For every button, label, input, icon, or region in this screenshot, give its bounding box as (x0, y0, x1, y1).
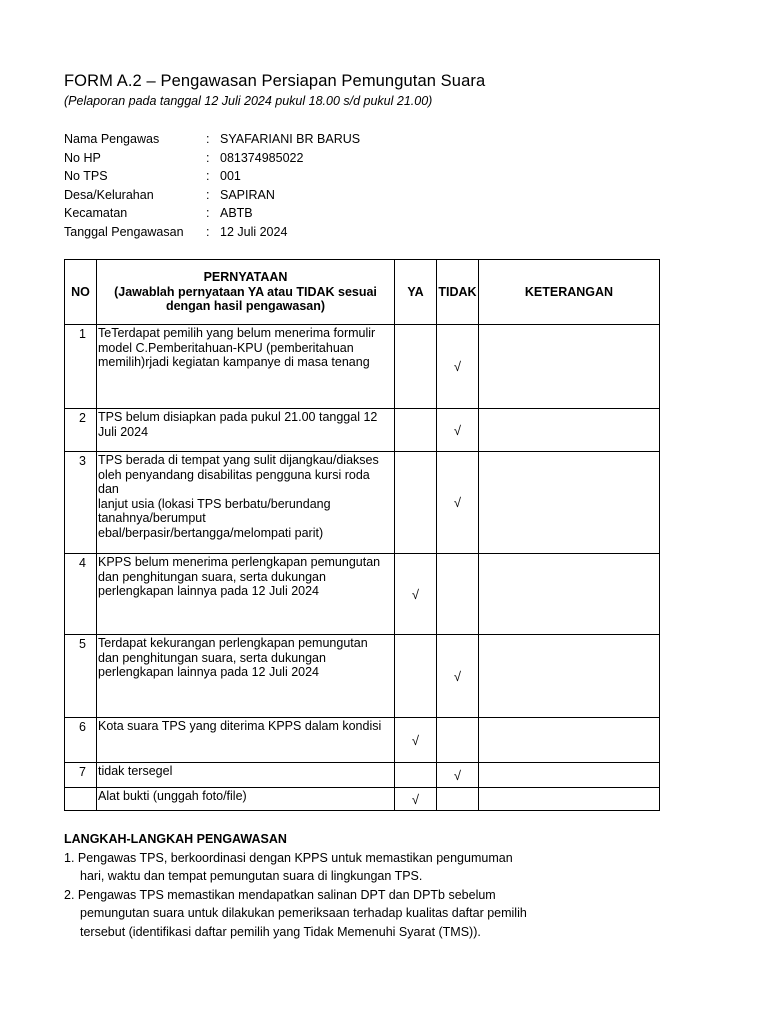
row-tidak-cell: √ (437, 635, 479, 718)
statement-line: dan (98, 482, 119, 496)
info-value: 001 (220, 169, 241, 184)
info-label: No HP (64, 150, 101, 165)
table-row (65, 718, 660, 763)
row-statement (97, 788, 395, 811)
info-value: 081374985022 (220, 150, 304, 165)
row-statement (97, 409, 395, 452)
table-row (65, 763, 660, 788)
statement-line: tanahnya/berumput (98, 511, 206, 525)
statement-line: model C.Pemberitahuan-KPU (pemberitahuan (98, 340, 354, 355)
table-row (65, 635, 660, 718)
info-label: No TPS (64, 169, 108, 184)
info-colon: : (206, 132, 210, 146)
info-value: 12 Juli 2024 (220, 224, 288, 239)
header-no: NO (65, 260, 97, 325)
info-row-kecamatan (64, 204, 664, 223)
statement-line: tidak tersegel (98, 764, 173, 778)
row-ya-cell (395, 635, 437, 718)
statement-line: ebal/berpasir/bertangga/melompati parit) (98, 525, 324, 540)
pengawas-info (64, 130, 664, 242)
table-row (65, 452, 660, 554)
row-ya-cell (395, 325, 437, 409)
header-keterangan: KETERANGAN (479, 260, 660, 325)
info-row-tanggal (64, 223, 664, 242)
row-keterangan-cell (479, 325, 660, 409)
row-no: 2 (65, 409, 97, 452)
statement-line: perlengkapan lainnya pada 12 Juli 2024 (98, 584, 320, 598)
step-item-line: tersebut (identifikasi daftar pemilih yang Tidak Memenuhi Syarat (TMS)). (80, 924, 481, 939)
statement-line: Juli 2024 (98, 424, 149, 439)
info-colon: : (206, 150, 210, 165)
info-row-nama (64, 130, 664, 149)
statement-line: Alat bukti (unggah foto/file) (98, 789, 247, 803)
statement-line: dan penghitungan suara, serta dukungan (98, 650, 326, 665)
statement-line: perlengkapan lainnya pada 12 Juli 2024 (98, 665, 320, 679)
header-tidak: TIDAK (437, 260, 479, 325)
row-no: 6 (65, 718, 97, 763)
row-keterangan-cell (479, 718, 660, 763)
table-header-row (65, 260, 660, 325)
row-statement (97, 452, 395, 554)
statement-line: TPS berada di tempat yang sulit dijangkau/diakses (98, 453, 379, 467)
row-tidak-cell: √ (437, 452, 479, 554)
info-colon: : (206, 169, 210, 184)
header-ya: YA (395, 260, 437, 325)
steps-title: LANGKAH-LANGKAH PENGAWASAN (64, 832, 287, 846)
row-no: 1 (65, 325, 97, 409)
langkah-pengawasan (64, 830, 684, 941)
info-label: Kecamatan (64, 206, 128, 221)
statement-line: memilih)rjadi kegiatan kampanye di masa tenang (98, 355, 370, 369)
row-no: 7 (65, 763, 97, 788)
row-keterangan-cell (479, 763, 660, 788)
row-statement (97, 325, 395, 409)
info-colon: : (206, 206, 210, 221)
row-ya-cell (395, 452, 437, 554)
row-tidak-cell: √ (437, 325, 479, 409)
row-tidak-cell: √ (437, 409, 479, 452)
statement-line: TPS belum disiapkan pada pukul 21.00 tanggal 12 (98, 410, 378, 424)
row-no: 3 (65, 452, 97, 554)
row-no: 5 (65, 635, 97, 718)
row-tidak-cell: √ (437, 763, 479, 788)
row-statement (97, 554, 395, 635)
row-ya-cell (395, 409, 437, 452)
form-header (64, 70, 664, 242)
info-row-tps (64, 167, 664, 186)
header-pernyataan-line: (Jawablah pernyataan YA atau TIDAK sesuai (114, 284, 377, 299)
row-ya-cell: √ (395, 554, 437, 635)
row-ya-cell (395, 763, 437, 788)
statement-line: Kota suara TPS yang diterima KPPS dalam kondisi (98, 719, 382, 733)
statement-line: dan penghitungan suara, serta dukungan (98, 569, 326, 584)
header-pernyataan (97, 260, 395, 325)
row-ya-cell: √ (395, 718, 437, 763)
step-item-line: 1. Pengawas TPS, berkoordinasi dengan KPPS untuk memastikan pengumuman (64, 850, 513, 865)
table-row (65, 554, 660, 635)
info-row-desa (64, 186, 664, 205)
row-keterangan-cell (479, 554, 660, 635)
row-statement (97, 763, 395, 788)
info-row-hp (64, 149, 664, 168)
row-statement (97, 718, 395, 763)
statement-line: lanjut usia (lokasi TPS berbatu/berundang (98, 496, 331, 511)
row-keterangan-cell (479, 788, 660, 811)
step-item-line: pemungutan suara untuk dilakukan pemeriksaan terhadap kualitas daftar pemilih (80, 906, 527, 920)
row-tidak-cell (437, 788, 479, 811)
row-keterangan-cell (479, 635, 660, 718)
table-row (65, 788, 660, 811)
statement-line: TeTerdapat pemilih yang belum menerima formulir (98, 326, 376, 340)
table-row (65, 325, 660, 409)
info-label: Tanggal Pengawasan (64, 224, 184, 239)
header-pernyataan-line: PERNYATAAN (203, 270, 288, 285)
statement-line: KPPS belum menerima perlengkapan pemungutan (98, 555, 381, 569)
info-label: Nama Pengawas (64, 132, 160, 146)
row-tidak-cell (437, 718, 479, 763)
info-value: SYAFARIANI BR BARUS (220, 132, 361, 146)
row-no (65, 788, 97, 811)
row-no: 4 (65, 554, 97, 635)
row-tidak-cell (437, 554, 479, 635)
statement-line: Terdapat kekurangan perlengkapan pemungutan (98, 636, 368, 650)
header-pernyataan-line: dengan hasil pengawasan) (165, 299, 326, 314)
table-row (65, 409, 660, 452)
info-value: ABTB (220, 206, 253, 221)
row-ya-cell: √ (395, 788, 437, 811)
form-subtitle: (Pelaporan pada tanggal 12 Juli 2024 pukul 18.00 s/d pukul 21.00) (64, 94, 433, 108)
info-value: SAPIRAN (220, 187, 275, 202)
row-keterangan-cell (479, 452, 660, 554)
info-colon: : (206, 224, 210, 239)
info-label: Desa/Kelurahan (64, 187, 154, 202)
row-keterangan-cell (479, 409, 660, 452)
statement-line: oleh penyandang disabilitas pengguna kursi roda (98, 467, 370, 482)
info-colon: : (206, 187, 210, 202)
row-statement (97, 635, 395, 718)
step-item-line: 2. Pengawas TPS memastikan mendapatkan salinan DPT dan DPTb sebelum (64, 887, 496, 902)
pernyataan-table (64, 259, 660, 811)
step-item-line: hari, waktu dan tempat pemungutan suara di lingkungan TPS. (80, 869, 423, 883)
form-title: FORM A.2 – Pengawasan Persiapan Pemungutan Suara (64, 72, 486, 90)
